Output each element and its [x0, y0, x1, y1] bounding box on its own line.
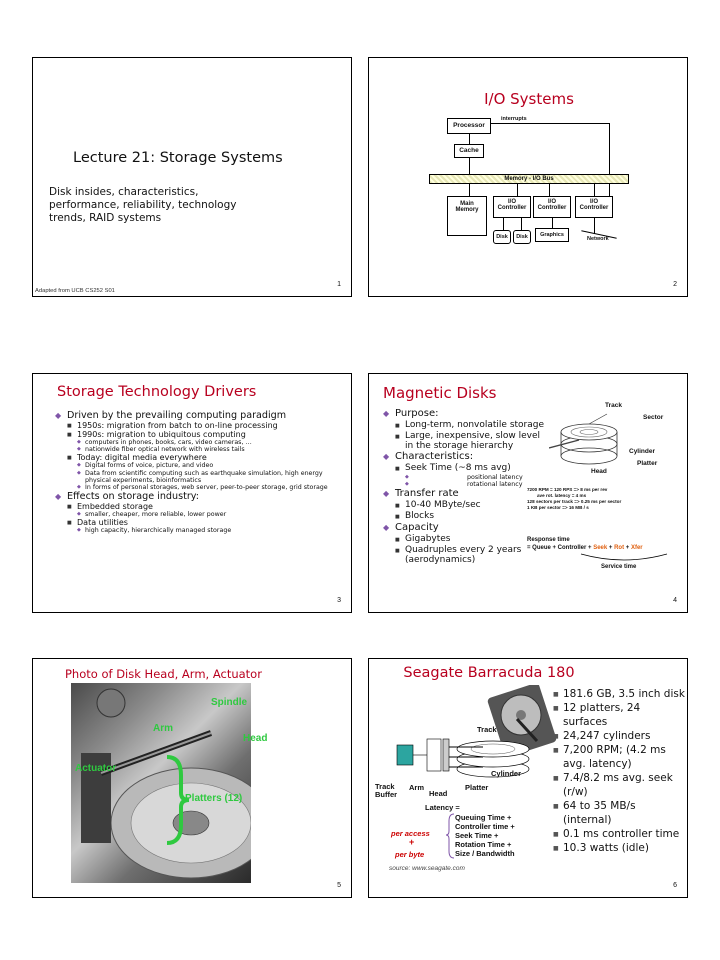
head-label: Head: [243, 733, 268, 744]
eq-xfer: Xfer: [630, 545, 643, 551]
latency-terms: [455, 813, 515, 858]
platter-stack-diagram: [393, 725, 553, 785]
bullet: ◆ rotational latency: [383, 481, 553, 488]
eq-plus: +: [608, 545, 613, 551]
memory-io-bus: Memory - I/O Bus: [429, 174, 629, 184]
latency-term: Controller time +: [455, 822, 515, 831]
latency-term: Rotation Time +: [455, 840, 512, 849]
spec-item: ■ 7,200 RPM; (4.2 ms avg. latency): [553, 743, 685, 771]
track-label: Track: [477, 725, 497, 734]
spec-list: [553, 687, 685, 855]
bullet: ◆ high capacity, hierarchically managed storage: [55, 527, 345, 534]
bullet: ◆ nationwide fiber optical network with wireless tails: [55, 446, 345, 453]
network-label: Network: [587, 236, 609, 242]
page-number: 2: [673, 281, 677, 288]
slide-3-title: Storage Technology Drivers: [57, 384, 257, 400]
bullet: ■ Long-term, nonvolatile storage: [383, 420, 553, 431]
disk-platter-diagram: [549, 404, 629, 474]
page-number: 3: [337, 597, 341, 604]
latency-term: Size / Bandwidth: [455, 849, 515, 858]
page-number: 4: [673, 597, 677, 604]
slide-5: [32, 658, 352, 898]
bullet: ■ Seek Time (~8 ms avg): [383, 463, 553, 474]
per-byte-label: per byte: [395, 850, 425, 859]
slide-4: [368, 373, 688, 613]
disk-2: Disk: [513, 230, 531, 244]
bullet: ◆ Purpose:: [383, 408, 553, 420]
cache-box: Cache: [454, 144, 484, 158]
page-number: 1: [337, 281, 341, 288]
processor-box: Processor: [447, 118, 491, 134]
bullet: ◆ In forms of personal storages, web server, peer-to-peer storage, grid storage: [55, 484, 335, 491]
slide-2-title: I/O Systems: [484, 90, 574, 108]
spec-item: ■ 181.6 GB, 3.5 inch disk: [553, 687, 685, 701]
io-controller-3: I/O Controller: [575, 196, 613, 218]
interrupts-label: interrupts: [501, 116, 527, 122]
page-number: 6: [673, 882, 677, 889]
graphics-box: Graphics: [535, 228, 569, 242]
bullet: ■ 1990s: migration to ubiquitous computing: [55, 430, 345, 439]
arm-label: Arm: [409, 783, 425, 792]
rpm-note: 7200 RPM = 120 RPS => 8 ms per rev: [527, 487, 608, 492]
bullet: ■ Large, inexpensive, slow level in the storage hierarchy: [383, 431, 545, 451]
eq-prefix: = Queue + Controller +: [527, 545, 592, 551]
bullet: ■ Embedded storage: [55, 502, 345, 511]
bullet: ◆ Transfer rate: [383, 488, 553, 500]
spec-item: ■ 24,247 cylinders: [553, 729, 685, 743]
spec-item: ■ 0.1 ms controller time: [553, 827, 685, 841]
page-number: 5: [337, 882, 341, 889]
service-time-label: Service time: [601, 564, 637, 570]
response-time-label: Response time: [527, 537, 570, 543]
spindle-label: Spindle: [211, 697, 248, 708]
bullet: ◆ computers in phones, books, cars, video cameras, …: [55, 439, 345, 446]
bullet: ■ 1950s: migration from batch to on-line processing: [55, 421, 345, 430]
io-controller-2: I/O Controller: [533, 196, 571, 218]
slide-6-title: Seagate Barracuda 180: [403, 665, 575, 681]
slide-4-title: Magnetic Disks: [383, 384, 497, 402]
slide-1-footer: Adapted from UCB CS252 S01: [35, 288, 115, 294]
eq-plus: +: [625, 545, 630, 551]
bullet: ◆ smaller, cheaper, more reliable, lower power: [55, 511, 345, 518]
cylinder-label: Cylinder: [491, 769, 522, 778]
response-equation: [527, 545, 643, 551]
cylinder-label: Cylinder: [629, 448, 656, 455]
latency-term: Queuing Time +: [455, 813, 512, 822]
spec-item: ■ 7.4/8.2 ms avg. seek (r/w): [553, 771, 685, 799]
platters-label: Platters (12): [185, 793, 243, 804]
slide-5-title: Photo of Disk Head, Arm, Actuator: [65, 667, 262, 681]
latency-label: Latency =: [425, 803, 460, 812]
sectors-note: 128 sectors per track => 0.25 ms per sector: [527, 499, 622, 504]
head-label: Head: [591, 468, 607, 475]
slide-3: [32, 373, 352, 613]
bullet: ◆ Capacity: [383, 522, 553, 534]
source-label: source: www.seagate.com: [389, 865, 465, 872]
arm-label: Arm: [153, 723, 174, 734]
latency-note: ave rot. latency = 4 ms: [537, 493, 587, 498]
spec-item: ■ 10.3 watts (idle): [553, 841, 685, 855]
latency-term: Seek Time +: [455, 831, 499, 840]
disk-photo: [71, 683, 251, 883]
slide-2: [368, 57, 688, 297]
main-memory-box: Main Memory: [447, 196, 487, 236]
track-buffer-label: Track Buffer: [375, 782, 398, 799]
kb-note: 1 KB per sector => 16 MB / s: [527, 505, 589, 510]
slide-6: [368, 658, 688, 898]
slide-1-subtitle: Disk insides, characteristics, performance, reliability, technology trends, RAID systems: [49, 186, 237, 224]
bullet: ◆ Driven by the prevailing computing paradigm: [55, 410, 345, 421]
bullet: ◆ Data from scientific computing such as earthquake simulation, high energy physical experiments, bioinformatics: [55, 470, 335, 484]
bullet: ■ 10-40 MByte/sec: [383, 500, 553, 511]
bullet: ◆ Characteristics:: [383, 451, 553, 463]
service-time-brace: [579, 552, 669, 564]
bullet: ◆ Effects on storage industry:: [55, 491, 345, 502]
bullet: ■ Blocks: [383, 511, 553, 522]
plus-sign: +: [409, 837, 415, 847]
per-access-brace: [445, 813, 455, 859]
slide-1-title: Lecture 21: Storage Systems: [73, 150, 283, 166]
head-label: Head: [429, 789, 448, 798]
bullet: ■ Quadruples every 2 years (aerodynamics): [383, 545, 545, 565]
spec-item: ■ 12 platters, 24 surfaces: [553, 701, 685, 729]
platter-label: Platter: [465, 783, 489, 792]
bullet: ■ Today: digital media everywhere: [55, 453, 345, 462]
io-controller-1: I/O Controller: [493, 196, 531, 218]
per-access-label: per access: [391, 829, 430, 838]
disk-1: Disk: [493, 230, 511, 244]
slide-1: [32, 57, 352, 297]
eq-rot: Rot: [614, 545, 625, 551]
bullet: ■ Data utilities: [55, 518, 345, 527]
actuator-label: Actuator: [75, 763, 117, 774]
bullet: ◆ Digital forms of voice, picture, and video: [55, 462, 345, 469]
bullet: ◆ positional latency: [383, 474, 553, 481]
disk-photo-art: [71, 683, 251, 883]
sector-label: Sector: [643, 414, 664, 421]
spec-item: ■ 64 to 35 MB/s (internal): [553, 799, 685, 827]
track-label: Track: [605, 402, 622, 409]
eq-seek: Seek: [593, 545, 608, 551]
bullet: ■ Gigabytes: [383, 534, 553, 545]
platter-label: Platter: [637, 460, 658, 467]
